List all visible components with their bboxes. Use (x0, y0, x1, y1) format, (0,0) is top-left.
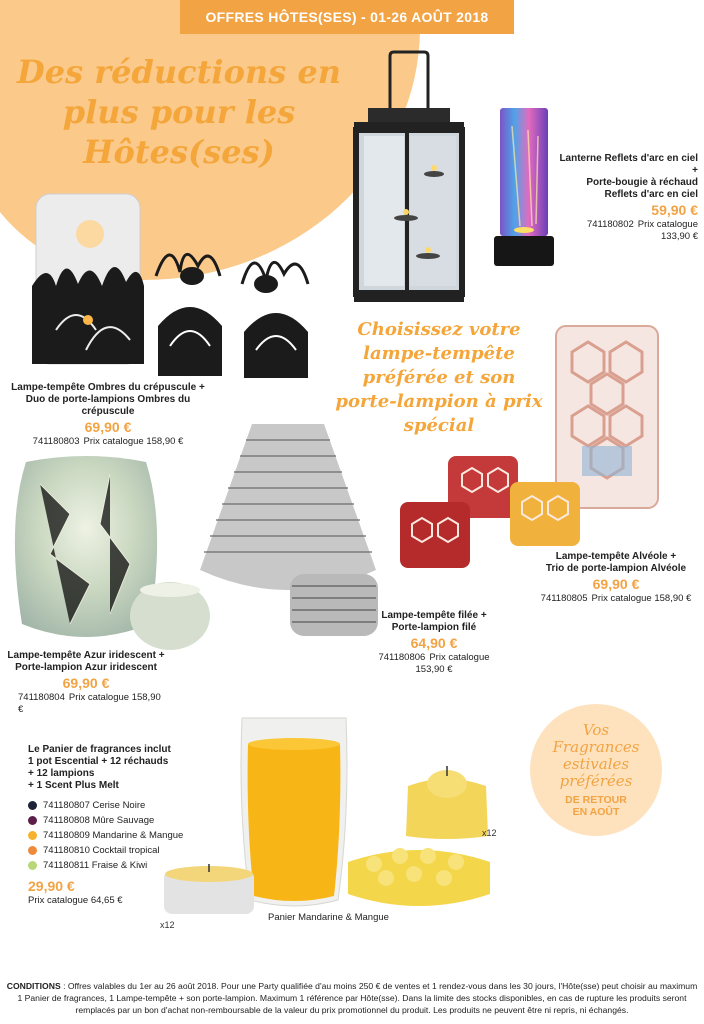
fragrance-label: 741180811 Fraise & Kiwi (43, 859, 148, 871)
product-price: 69,90 € (84, 419, 132, 435)
product-catalog-price: Prix catalogue 153,90 € (415, 652, 490, 675)
basket-title: Le Panier de fragrances inclut 1 pot Escential + 12 réchauds + 12 lampions + 1 Scent Plus Melt (28, 744, 171, 791)
product-ref: 741180806 (378, 652, 426, 663)
product-price: 59,90 € (651, 202, 698, 218)
basket-price: 29,90 € (28, 878, 75, 894)
choose-text: Choisissez votre lampe-tempête préférée et son porte-lampion à prix spécial (335, 319, 543, 436)
product-ref: 741180804 (18, 692, 65, 703)
summer-fragrances-badge (530, 704, 662, 836)
rainbow-candle-holder-image (492, 106, 556, 270)
conditions-lead: CONDITIONS (6, 981, 61, 991)
fragrance-label: 741180810 Cocktail tropical (43, 844, 160, 856)
product-catalog-price: Prix catalogue 158,90 € (83, 436, 184, 447)
product-name: Lampe-tempête filée + Porte-lampion filé (381, 610, 487, 633)
product-catalog-price: Prix catalogue 158,90 € (591, 593, 692, 604)
bird-votive-left-image (150, 236, 230, 376)
ombres-caption (8, 382, 208, 448)
ombres-lamp-image (26, 190, 150, 370)
product-ref: 741180805 (540, 593, 588, 604)
basket-catalog-price: Prix catalogue 64,65 € (28, 895, 123, 906)
product-name: Lampe-tempête Alvéole + Trio de porte-lampion Alvéole (545, 551, 687, 574)
fragrance-color-dot (28, 831, 37, 840)
offer-banner: OFFRES HÔTES(SES) - 01-26 AOÛT 2018 (180, 0, 514, 34)
product-catalog-price: Prix catalogue 158,90 € (18, 692, 161, 715)
fragrance-color-dot (28, 846, 37, 855)
product-name: Lampe-tempête Azur iridescent + Porte-lampion Azur iridescent (7, 650, 165, 673)
melt-quantity: x12 (482, 828, 497, 838)
fragrance-label: 741180807 Cerise Noire (43, 799, 146, 811)
votive-candle-image (400, 756, 494, 840)
scent-plus-melt-image (344, 838, 494, 912)
azur-caption (6, 650, 166, 716)
panier-label: Panier Mandarine & Mangue (268, 912, 389, 923)
badge-back-text: DE RETOUR EN AOÛT (565, 794, 627, 818)
product-price: 64,90 € (410, 635, 458, 651)
page-headline: Des réductions en plus pour les Hôtes(ses) (17, 53, 341, 171)
fragrance-color-dot (28, 816, 37, 825)
conditions-text (4, 980, 700, 1016)
fragrance-item (28, 843, 198, 858)
conditions-body: : Offres valables du 1er au 26 août 2018. Pour une Party qualifiée d'au moins 250 € de ventes et 1 rendez-vous dans les 30 jours, l'Hôte(sse) peut choisir au maximum 1 Panier de fragrances, 1 Lampe-tempête + son porte-lampion. Maximum 1 référence par Hôte(sse). Dans la limite des stocks disponibles, en cas de rupture les produits seront remplacés par un bon d'achat non-remboursable de la valeur du prix promotionnel du produit. Les produits ne peuvent être ni repris, ni échangés. (17, 981, 698, 1015)
alveole-caption (536, 551, 696, 605)
fragrance-label: 741180809 Mandarine & Mangue (43, 829, 184, 841)
fragrance-label: 741180808 Mûre Sauvage (43, 814, 155, 826)
filee-caption (364, 610, 504, 676)
tealight-quantity: x12 (160, 920, 175, 930)
product-ref: 741180803 (32, 436, 80, 447)
tealight-image (162, 862, 256, 918)
product-name: Lampe-tempête Ombres du crépuscule + Duo de porte-lampions Ombres du crépuscule (11, 382, 205, 417)
fragrance-item (28, 798, 198, 813)
fragrance-item (28, 828, 198, 843)
fragrance-color-dot (28, 801, 37, 810)
azur-votive-image (128, 578, 212, 652)
fragrance-color-dot (28, 861, 37, 870)
badge-script-text: Vos Fragrances estivales préférées (552, 721, 640, 790)
lantern-image (350, 50, 468, 304)
product-ref: 741180802 (586, 219, 634, 230)
product-name: Lanterne Reflets d'arc en ciel + Porte-bougie à réchaud Reflets d'arc en ciel (559, 153, 698, 200)
fragrance-item (28, 813, 198, 828)
bird-votive-right-image (236, 244, 316, 378)
product-price: 69,90 € (62, 675, 110, 691)
product-price: 69,90 € (592, 576, 640, 592)
product-catalog-price: Prix catalogue 133,90 € (637, 219, 698, 242)
lanterne-caption (558, 153, 698, 243)
